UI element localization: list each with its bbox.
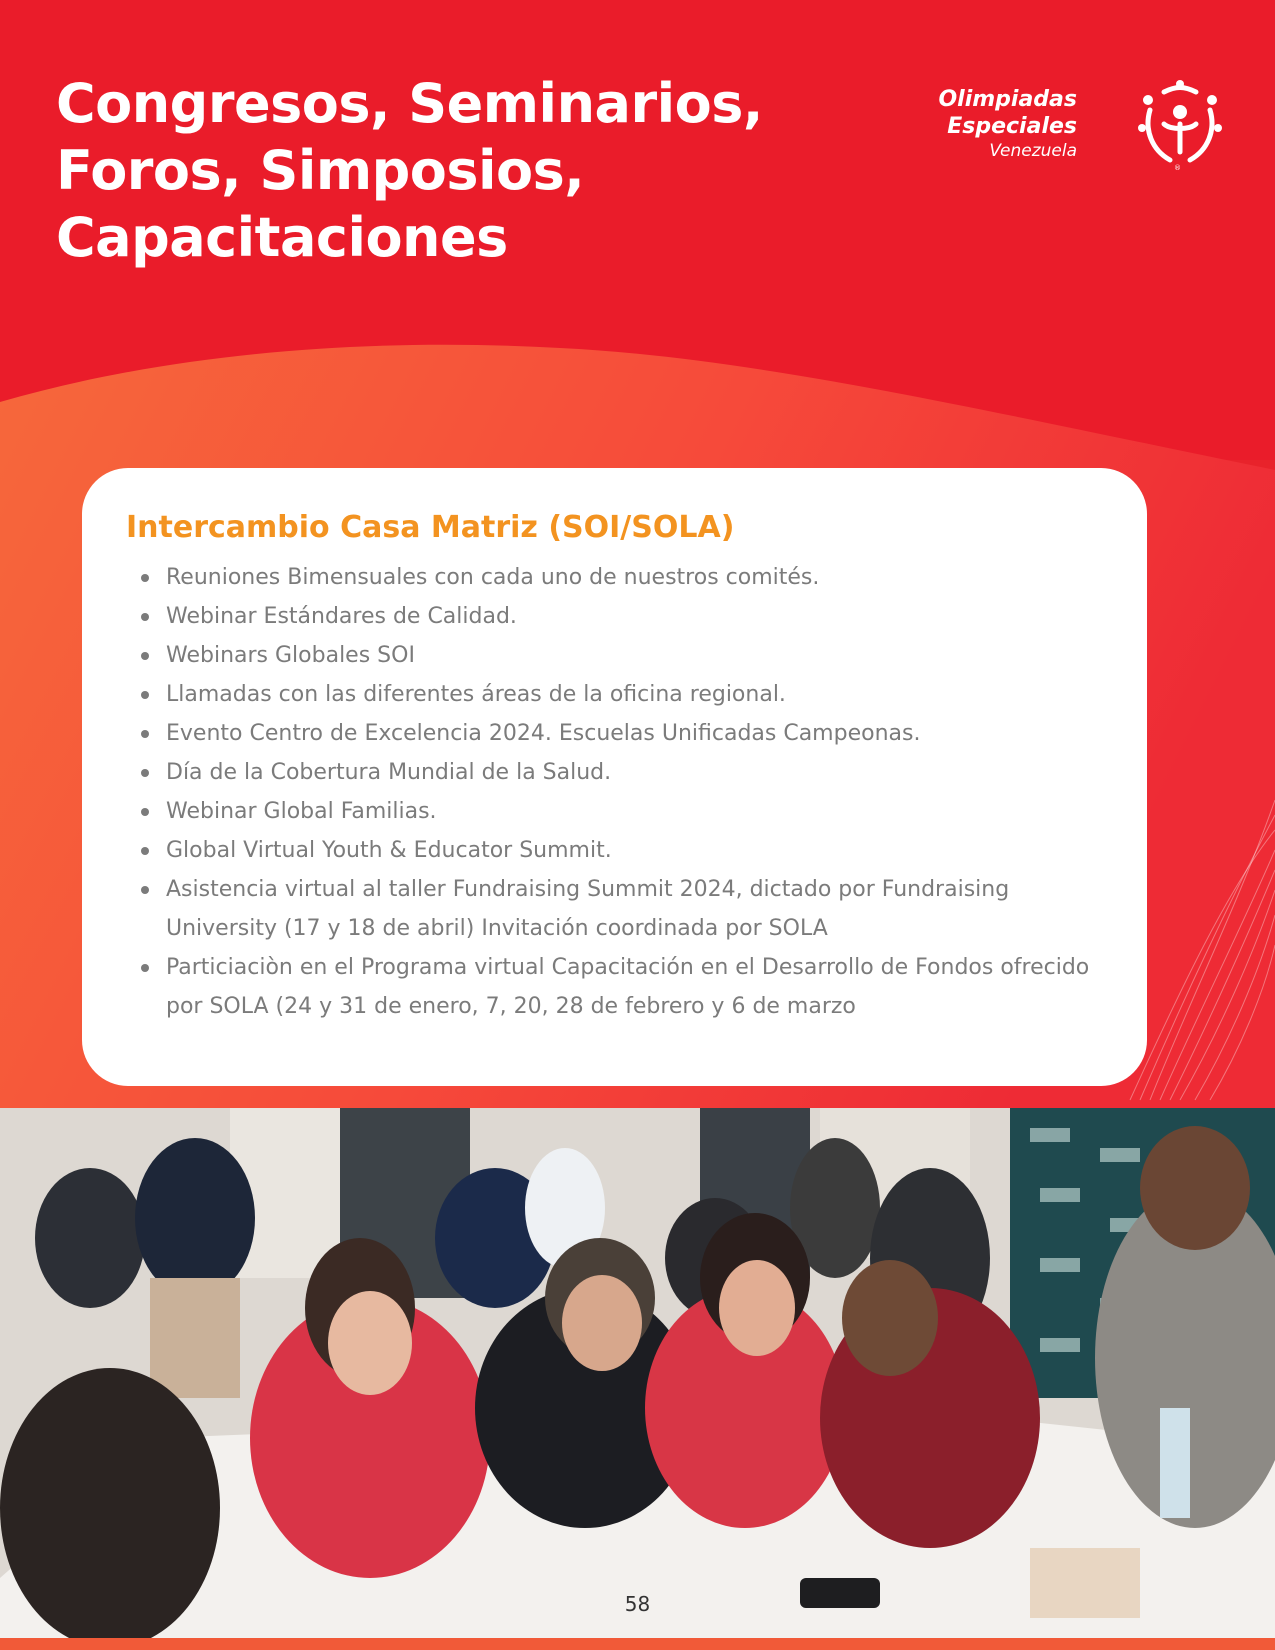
title-line-1: Congresos, Seminarios, [56,72,763,135]
list-item-text: Particiaciòn en el Programa virtual Capacitación en el Desarrollo de Fondos ofrecido por SOLA (24 y 31 de enero, 7, 20, 28 de febrero y 6 de marzo [166,955,1090,1019]
bullet-icon [141,691,149,699]
list-item [166,870,1096,948]
list-item [166,636,1096,675]
page-title [56,70,816,271]
title-line-3: Capacitaciones [56,206,508,269]
logo-line-venezuela: Venezuela [989,141,1077,161]
event-photo-illustration [0,1108,1275,1638]
bullet-icon [141,613,149,621]
bullet-icon [141,730,149,738]
list-item-text: Evento Centro de Excelencia 2024. Escuelas Unificadas Campeonas. [166,721,921,746]
logo-line-olimpiadas: Olimpiadas [938,87,1077,112]
list-item [166,714,1096,753]
list-item-text: Día de la Cobertura Mundial de la Salud. [166,760,612,785]
page-number: 58 [624,1592,651,1616]
list-item [166,675,1096,714]
list-item [166,558,1096,597]
activity-list [166,558,1096,1026]
list-item-text: Webinar Estándares de Calidad. [166,604,517,629]
logo-wordmark [938,86,1077,162]
bullet-icon [141,574,149,582]
card-heading: Intercambio Casa Matriz (SOI/SOLA) [126,510,735,545]
bottom-strip [0,1638,1275,1650]
list-item [166,792,1096,831]
bullet-icon [141,847,149,855]
bullet-icon [141,886,149,894]
logo-line-especiales: Especiales [947,114,1077,139]
list-item-text: Global Virtual Youth & Educator Summit. [166,838,612,863]
special-olympics-logo-icon [1134,80,1226,172]
title-line-2: Foros, Simposios, [56,139,585,202]
list-item-text: Llamadas con las diferentes áreas de la oficina regional. [166,682,786,707]
bullet-icon [141,769,149,777]
list-item [166,831,1096,870]
list-item-text: Asistencia virtual al taller Fundraising Summit 2024, dictado por Fundraising University (17 y 18 de abril) Invitación coordinada por SOLA [166,877,1010,941]
list-item [166,753,1096,792]
list-item-text: Webinar Global Familias. [166,799,437,824]
bullet-icon [141,652,149,660]
bullet-icon [141,808,149,816]
list-item-text: Webinars Globales SOI [166,643,415,668]
event-photo [0,1108,1275,1638]
bullet-icon [141,964,149,972]
svg-text:®: ® [1174,164,1181,172]
list-item [166,597,1096,636]
list-item [166,948,1096,1026]
content-card [82,468,1147,1086]
list-item-text: Reuniones Bimensuales con cada uno de nuestros comités. [166,565,820,590]
